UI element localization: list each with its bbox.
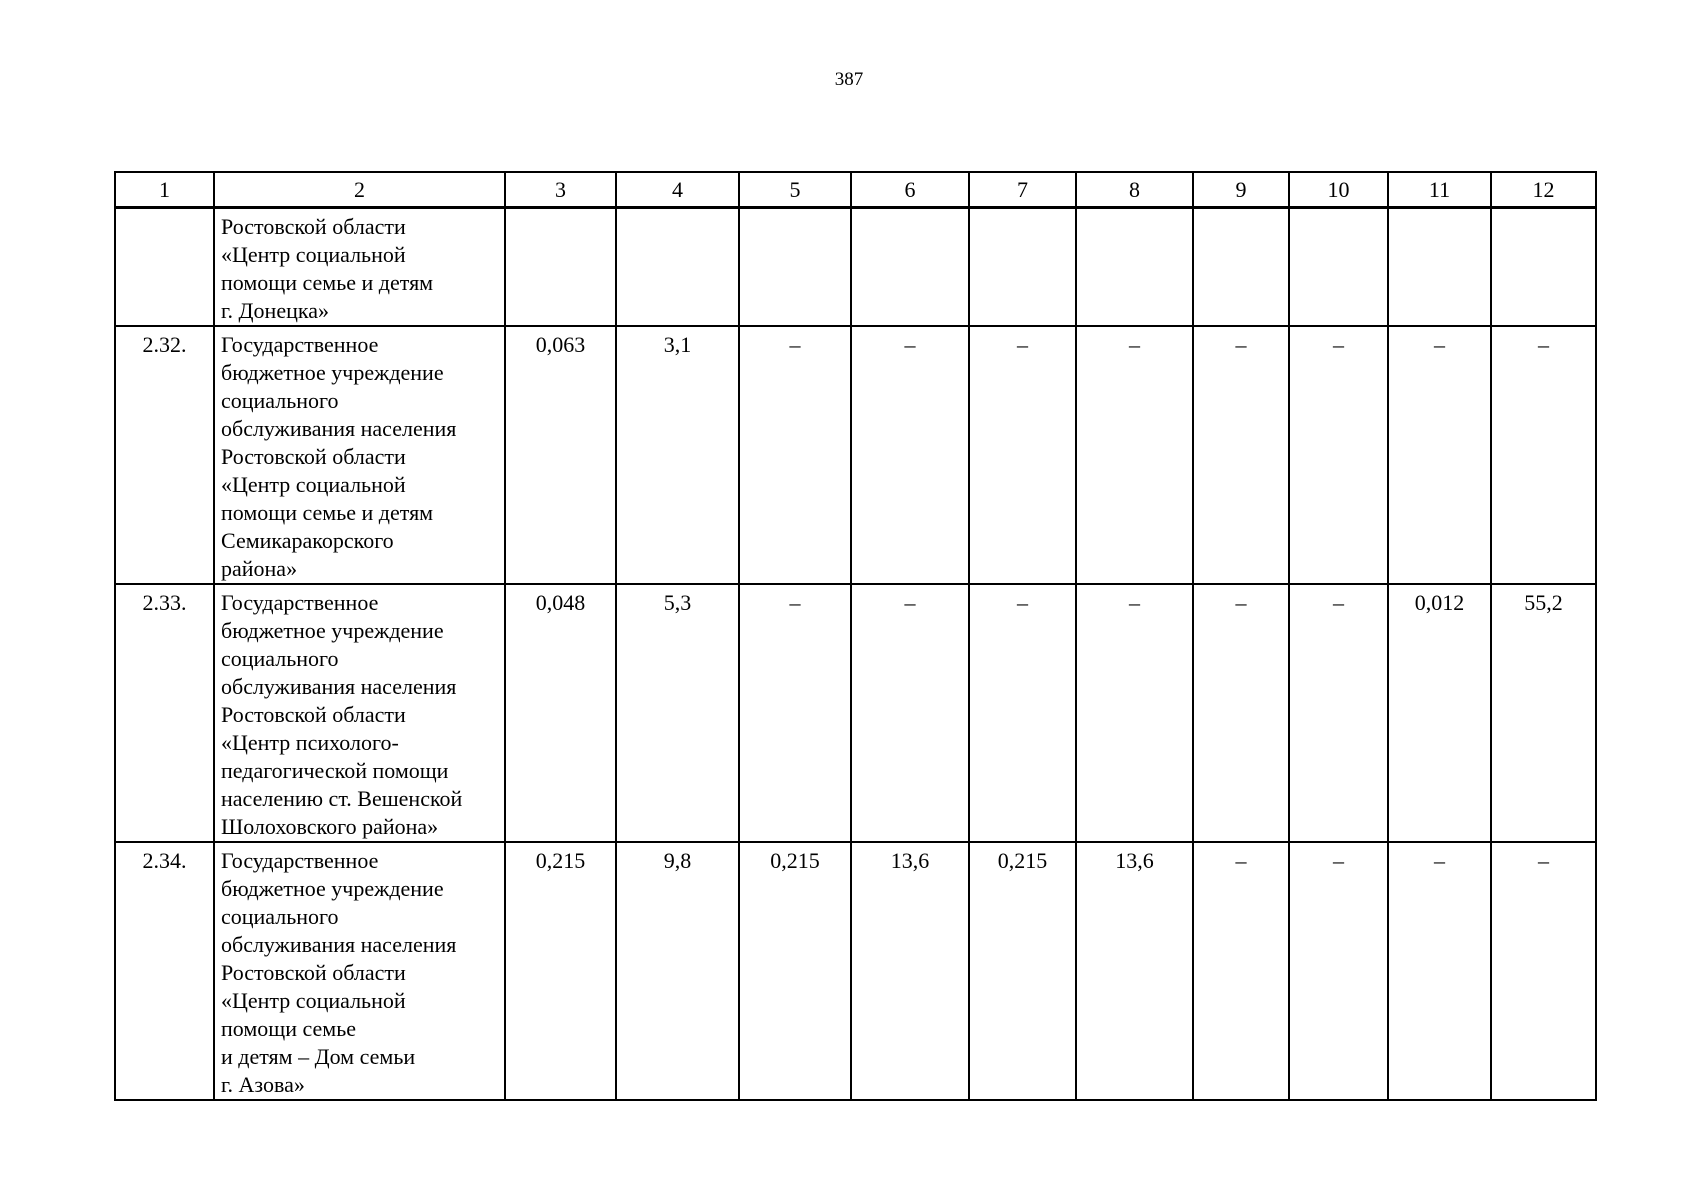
header-row xyxy=(115,172,1596,208)
column-header-8: 8 xyxy=(1076,172,1193,208)
value-cell-col-12 xyxy=(1491,208,1596,327)
institution-name-line: района» xyxy=(221,556,298,581)
row-number-cell: 2.32. xyxy=(115,326,214,584)
value-cell-col-9: – xyxy=(1193,584,1289,842)
value-cell-col-9: – xyxy=(1193,326,1289,584)
institution-name-line: г. Донецка» xyxy=(221,298,329,323)
table-body xyxy=(115,208,1596,1101)
value-cell-col-9: – xyxy=(1193,842,1289,1100)
page-number: 387 xyxy=(834,69,864,90)
value-cell-col-8: 13,6 xyxy=(1076,842,1193,1100)
value-cell-col-12: – xyxy=(1491,326,1596,584)
value-cell-col-3: 0,215 xyxy=(505,842,616,1100)
institution-name-cell xyxy=(214,208,505,327)
column-header-2: 2 xyxy=(214,172,505,208)
value-cell-col-5: 0,215 xyxy=(739,842,851,1100)
column-header-12: 12 xyxy=(1491,172,1596,208)
column-header-9: 9 xyxy=(1193,172,1289,208)
value-cell-col-7 xyxy=(969,208,1076,327)
institution-name-cell xyxy=(214,326,505,584)
value-cell-col-11 xyxy=(1388,208,1491,327)
table-header xyxy=(115,172,1596,208)
value-cell-col-4: 5,3 xyxy=(616,584,739,842)
institution-name-line: социального xyxy=(221,904,339,929)
institution-name-line: педагогической помощи xyxy=(221,758,449,783)
institution-name-line: социального xyxy=(221,388,339,413)
column-header-6: 6 xyxy=(851,172,969,208)
value-cell-col-11: – xyxy=(1388,842,1491,1100)
table-row xyxy=(115,584,1596,842)
value-cell-col-11: 0,012 xyxy=(1388,584,1491,842)
value-cell-col-3 xyxy=(505,208,616,327)
institution-name-cell xyxy=(214,584,505,842)
institution-name-line: и детям – Дом семьи xyxy=(221,1044,416,1069)
institution-name-line: Государственное xyxy=(221,848,379,873)
data-table xyxy=(114,171,1597,1101)
value-cell-col-8: – xyxy=(1076,584,1193,842)
value-cell-col-12: – xyxy=(1491,842,1596,1100)
institution-name-cell xyxy=(214,842,505,1100)
institution-name-line: Ростовской области xyxy=(221,214,406,239)
value-cell-col-3: 0,063 xyxy=(505,326,616,584)
institution-name-line: «Центр социальной xyxy=(221,988,406,1013)
value-cell-col-7: – xyxy=(969,584,1076,842)
value-cell-col-4: 3,1 xyxy=(616,326,739,584)
institution-name-line: Государственное xyxy=(221,332,379,357)
table-row xyxy=(115,326,1596,584)
row-number-cell: 2.34. xyxy=(115,842,214,1100)
column-header-7: 7 xyxy=(969,172,1076,208)
column-header-10: 10 xyxy=(1289,172,1388,208)
value-cell-col-6: – xyxy=(851,326,969,584)
row-number-cell: 2.33. xyxy=(115,584,214,842)
institution-name-line: «Центр социальной xyxy=(221,242,406,267)
value-cell-col-7: 0,215 xyxy=(969,842,1076,1100)
value-cell-col-8: – xyxy=(1076,326,1193,584)
column-header-4: 4 xyxy=(616,172,739,208)
institution-name-line: социального xyxy=(221,646,339,671)
table-row xyxy=(115,208,1596,327)
institution-name-line: помощи семье и детям xyxy=(221,500,434,525)
value-cell-col-4 xyxy=(616,208,739,327)
value-cell-col-6: 13,6 xyxy=(851,842,969,1100)
institution-name-line: г. Азова» xyxy=(221,1072,305,1097)
value-cell-col-5: – xyxy=(739,584,851,842)
value-cell-col-6: – xyxy=(851,584,969,842)
institution-name-line: обслуживания населения xyxy=(221,416,457,441)
column-header-5: 5 xyxy=(739,172,851,208)
value-cell-col-10: – xyxy=(1289,326,1388,584)
value-cell-col-7: – xyxy=(969,326,1076,584)
value-cell-col-5: – xyxy=(739,326,851,584)
institution-name-line: Ростовской области xyxy=(221,702,406,727)
value-cell-col-9 xyxy=(1193,208,1289,327)
value-cell-col-12: 55,2 xyxy=(1491,584,1596,842)
value-cell-col-10: – xyxy=(1289,584,1388,842)
institution-name-line: обслуживания населения xyxy=(221,932,457,957)
row-number-cell xyxy=(115,208,214,327)
institution-name-line: «Центр психолого- xyxy=(221,730,399,755)
institution-name-line: Ростовской области xyxy=(221,960,406,985)
institution-name-line: населению ст. Вешенской xyxy=(221,786,463,811)
institution-name-line: бюджетное учреждение xyxy=(221,618,444,643)
institution-name-line: помощи семье xyxy=(221,1016,357,1041)
institution-name-line: Семикаракорского xyxy=(221,528,394,553)
institution-name-line: бюджетное учреждение xyxy=(221,876,444,901)
column-header-1: 1 xyxy=(115,172,214,208)
institution-name-line: обслуживания населения xyxy=(221,674,457,699)
institution-name-line: Шолоховского района» xyxy=(221,814,439,839)
value-cell-col-3: 0,048 xyxy=(505,584,616,842)
value-cell-col-10 xyxy=(1289,208,1388,327)
value-cell-col-5 xyxy=(739,208,851,327)
table-row xyxy=(115,842,1596,1100)
value-cell-col-4: 9,8 xyxy=(616,842,739,1100)
institution-name-line: Ростовской области xyxy=(221,444,406,469)
value-cell-col-6 xyxy=(851,208,969,327)
column-header-11: 11 xyxy=(1388,172,1491,208)
column-header-3: 3 xyxy=(505,172,616,208)
value-cell-col-11: – xyxy=(1388,326,1491,584)
value-cell-col-10: – xyxy=(1289,842,1388,1100)
institution-name-line: помощи семье и детям xyxy=(221,270,434,295)
institution-name-line: Государственное xyxy=(221,590,379,615)
institution-name-line: бюджетное учреждение xyxy=(221,360,444,385)
value-cell-col-8 xyxy=(1076,208,1193,327)
institution-name-line: «Центр социальной xyxy=(221,472,406,497)
